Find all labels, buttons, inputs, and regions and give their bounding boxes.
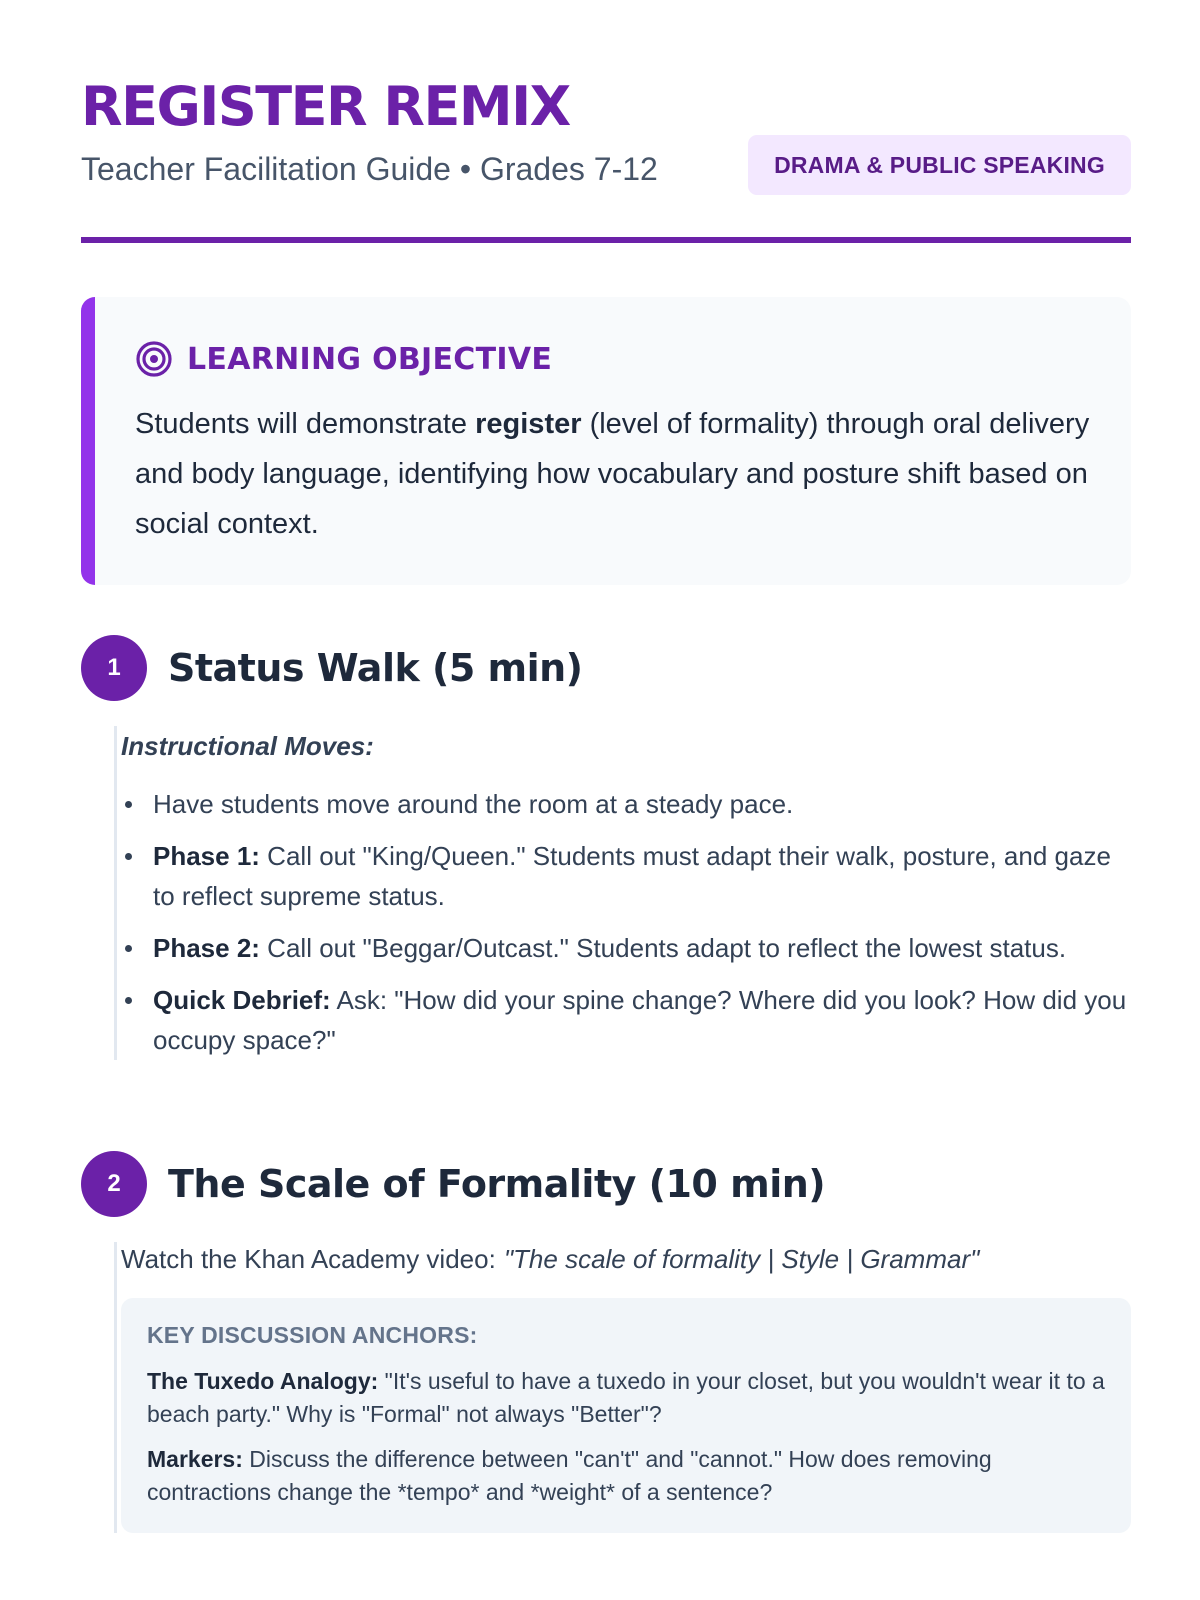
objective-heading: LEARNING OBJECTIVE (187, 341, 553, 377)
move-text: Ask: "How did your spine change? Where did you look? How did you occupy space?" (153, 985, 1127, 1055)
move-label: Quick Debrief: (153, 985, 331, 1015)
anchor-item (147, 1443, 1105, 1509)
move-label: Phase 2: (153, 933, 260, 963)
step-number-badge: 2 (81, 1151, 147, 1217)
section-body (114, 1242, 1131, 1533)
subject-badge: DRAMA & PUBLIC SPEAKING (748, 135, 1131, 195)
move-text: Call out "King/Queen." Students must adapt their walk, posture, and gaze to reflect supreme status. (153, 841, 1111, 911)
objective-text-after: (level of formality) through oral delivery and body language, identifying how vocabulary and posture shift based on social context. (135, 408, 1090, 540)
move-text: Have students move around the room at a steady pace. (153, 789, 794, 819)
anchors-heading: KEY DISCUSSION ANCHORS: (147, 1322, 478, 1348)
section-status-walk (81, 634, 1131, 1060)
target-icon (135, 340, 173, 378)
objective-header (135, 339, 1091, 379)
section-title: Status Walk (5 min) (168, 646, 583, 690)
page (81, 0, 1131, 1505)
section-header (81, 1150, 1131, 1218)
list-item (121, 928, 1131, 968)
instructional-moves-list (121, 784, 1131, 1060)
video-title: "The scale of formality | Style | Grammar" (503, 1244, 980, 1274)
section-header (81, 634, 1131, 702)
video-reference (121, 1242, 1131, 1276)
section-title: The Scale of Formality (10 min) (168, 1162, 826, 1206)
anchor-item (147, 1365, 1105, 1431)
page-title: REGISTER REMIX (81, 75, 570, 138)
section-body (114, 726, 1131, 1060)
video-intro: Watch the Khan Academy video: (121, 1244, 496, 1274)
move-label: Phase 1: (153, 841, 260, 871)
section-scale-of-formality (81, 1150, 1131, 1533)
move-text: Call out "Beggar/Outcast." Students adapt to reflect the lowest status. (259, 933, 1067, 963)
learning-objective-card (81, 297, 1131, 585)
list-item (121, 836, 1131, 916)
anchor-label: The Tuxedo Analogy: (147, 1368, 379, 1394)
step-number-badge: 1 (81, 635, 147, 701)
header (81, 0, 1131, 243)
discussion-anchors-box (121, 1298, 1131, 1533)
page-subtitle: Teacher Facilitation Guide • Grades 7-12 (81, 151, 658, 187)
anchor-text: "It's useful to have a tuxedo in your closet, but you wouldn't wear it to a beach party." Why is "Formal" not always "Better"? (147, 1368, 1105, 1427)
list-item (121, 980, 1131, 1060)
objective-text-before: Students will demonstrate (135, 408, 476, 440)
objective-text (135, 399, 1091, 549)
anchor-text: Discuss the difference between "can't" and "cannot." How does removing contractions change the *tempo* and *weight* of a sentence? (147, 1446, 992, 1505)
list-item (121, 784, 1131, 824)
objective-text-term: register (475, 408, 582, 440)
anchor-label: Markers: (147, 1446, 243, 1472)
instructional-moves-label: Instructional Moves: (121, 731, 374, 761)
header-divider (81, 237, 1131, 243)
